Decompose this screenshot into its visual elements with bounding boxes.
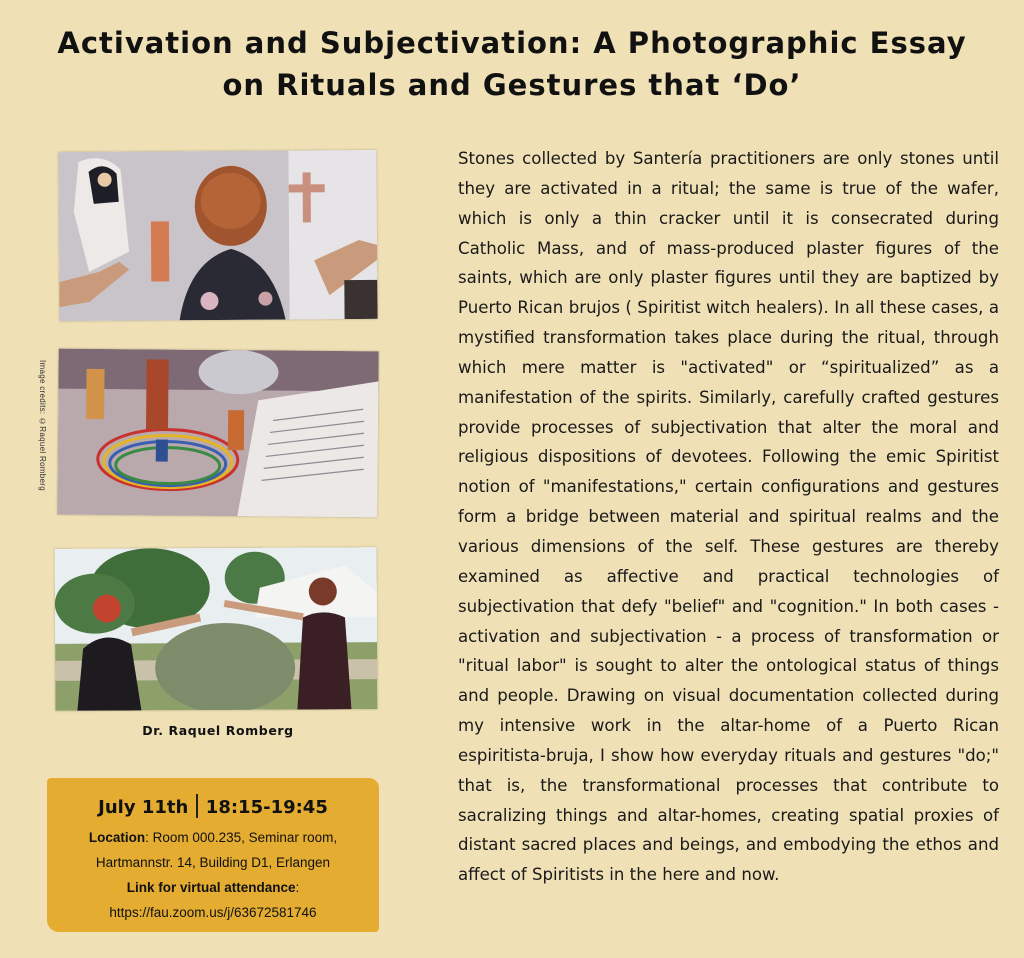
event-date: July 11th	[98, 797, 189, 818]
photo-altar-table	[57, 349, 378, 518]
zoom-link[interactable]: https://fau.zoom.us/j/63672581746	[109, 905, 317, 920]
title-line-2: on Rituals and Gestures that ‘Do’	[222, 68, 802, 102]
location-value: : Room 000.235, Seminar room,	[145, 830, 338, 845]
event-location	[47, 825, 379, 850]
event-location-line2: Hartmannstr. 14, Building D1, Erlangen	[95, 855, 331, 870]
speaker-name: Dr. Raquel Romberg	[142, 723, 294, 738]
photo-two-women-garden	[55, 547, 378, 711]
link-colon: :	[295, 880, 300, 895]
abstract-text: Stones collected by Santería practitioners are only stones until they are activated in a ritual; the same is true of the wafer, which is only a thin cracker until it is consecrated during Catholic Mass, and of mass-produced plaster figures of the saints, which are only plaster figures until they are baptized by Puerto Rican brujos ( Spiritist witch healers). In all these cases, a mystified transformation takes place during the ritual, through which mere matter is "activated" or “spiritualized” as a manifestation of the spirits. Similarly, carefully crafted gestures provide processes of subjectivation that alter the moral and religious dispositions of devotees. Following the emic Spiritist notion of "manifestations," certain configurations and gestures form a bridge between material and spiritual realms and the various dimensions of the self. These gestures are thereby examined as affective and practical technologies of subjectivation that defy "belief" and "cognition." In both cases - activation and subjectivation - a process of transformation or "ritual labor" is sought to alter the ontological status of things and people. Drawing on visual documentation collected during my intensive work in the altar-home of a Puerto Rican espiritista-bruja, I show how everyday rituals and gestures "do;" that is, the transformational processes that contribute to sacralizing things and altar-homes, creating spatial proxies of distant sacred places and beings, and embodying the ethos and affect of Spiritists in the here and now.	[458, 149, 999, 885]
location-label: Location	[88, 830, 146, 845]
event-time: 18:15-19:45	[205, 797, 328, 818]
title-line-1: Activation and Subjectivation: A Photographic Essay	[57, 26, 967, 60]
divider	[196, 794, 198, 818]
image-credit: Image credits: ©Raquel Romberg	[38, 360, 47, 491]
event-datetime	[47, 794, 379, 818]
photo-altar-hands	[58, 150, 377, 321]
event-link-heading	[47, 875, 379, 900]
page-title	[20, 22, 1004, 106]
event-info-box	[47, 778, 379, 932]
link-label: Link for virtual attendance	[126, 880, 296, 895]
